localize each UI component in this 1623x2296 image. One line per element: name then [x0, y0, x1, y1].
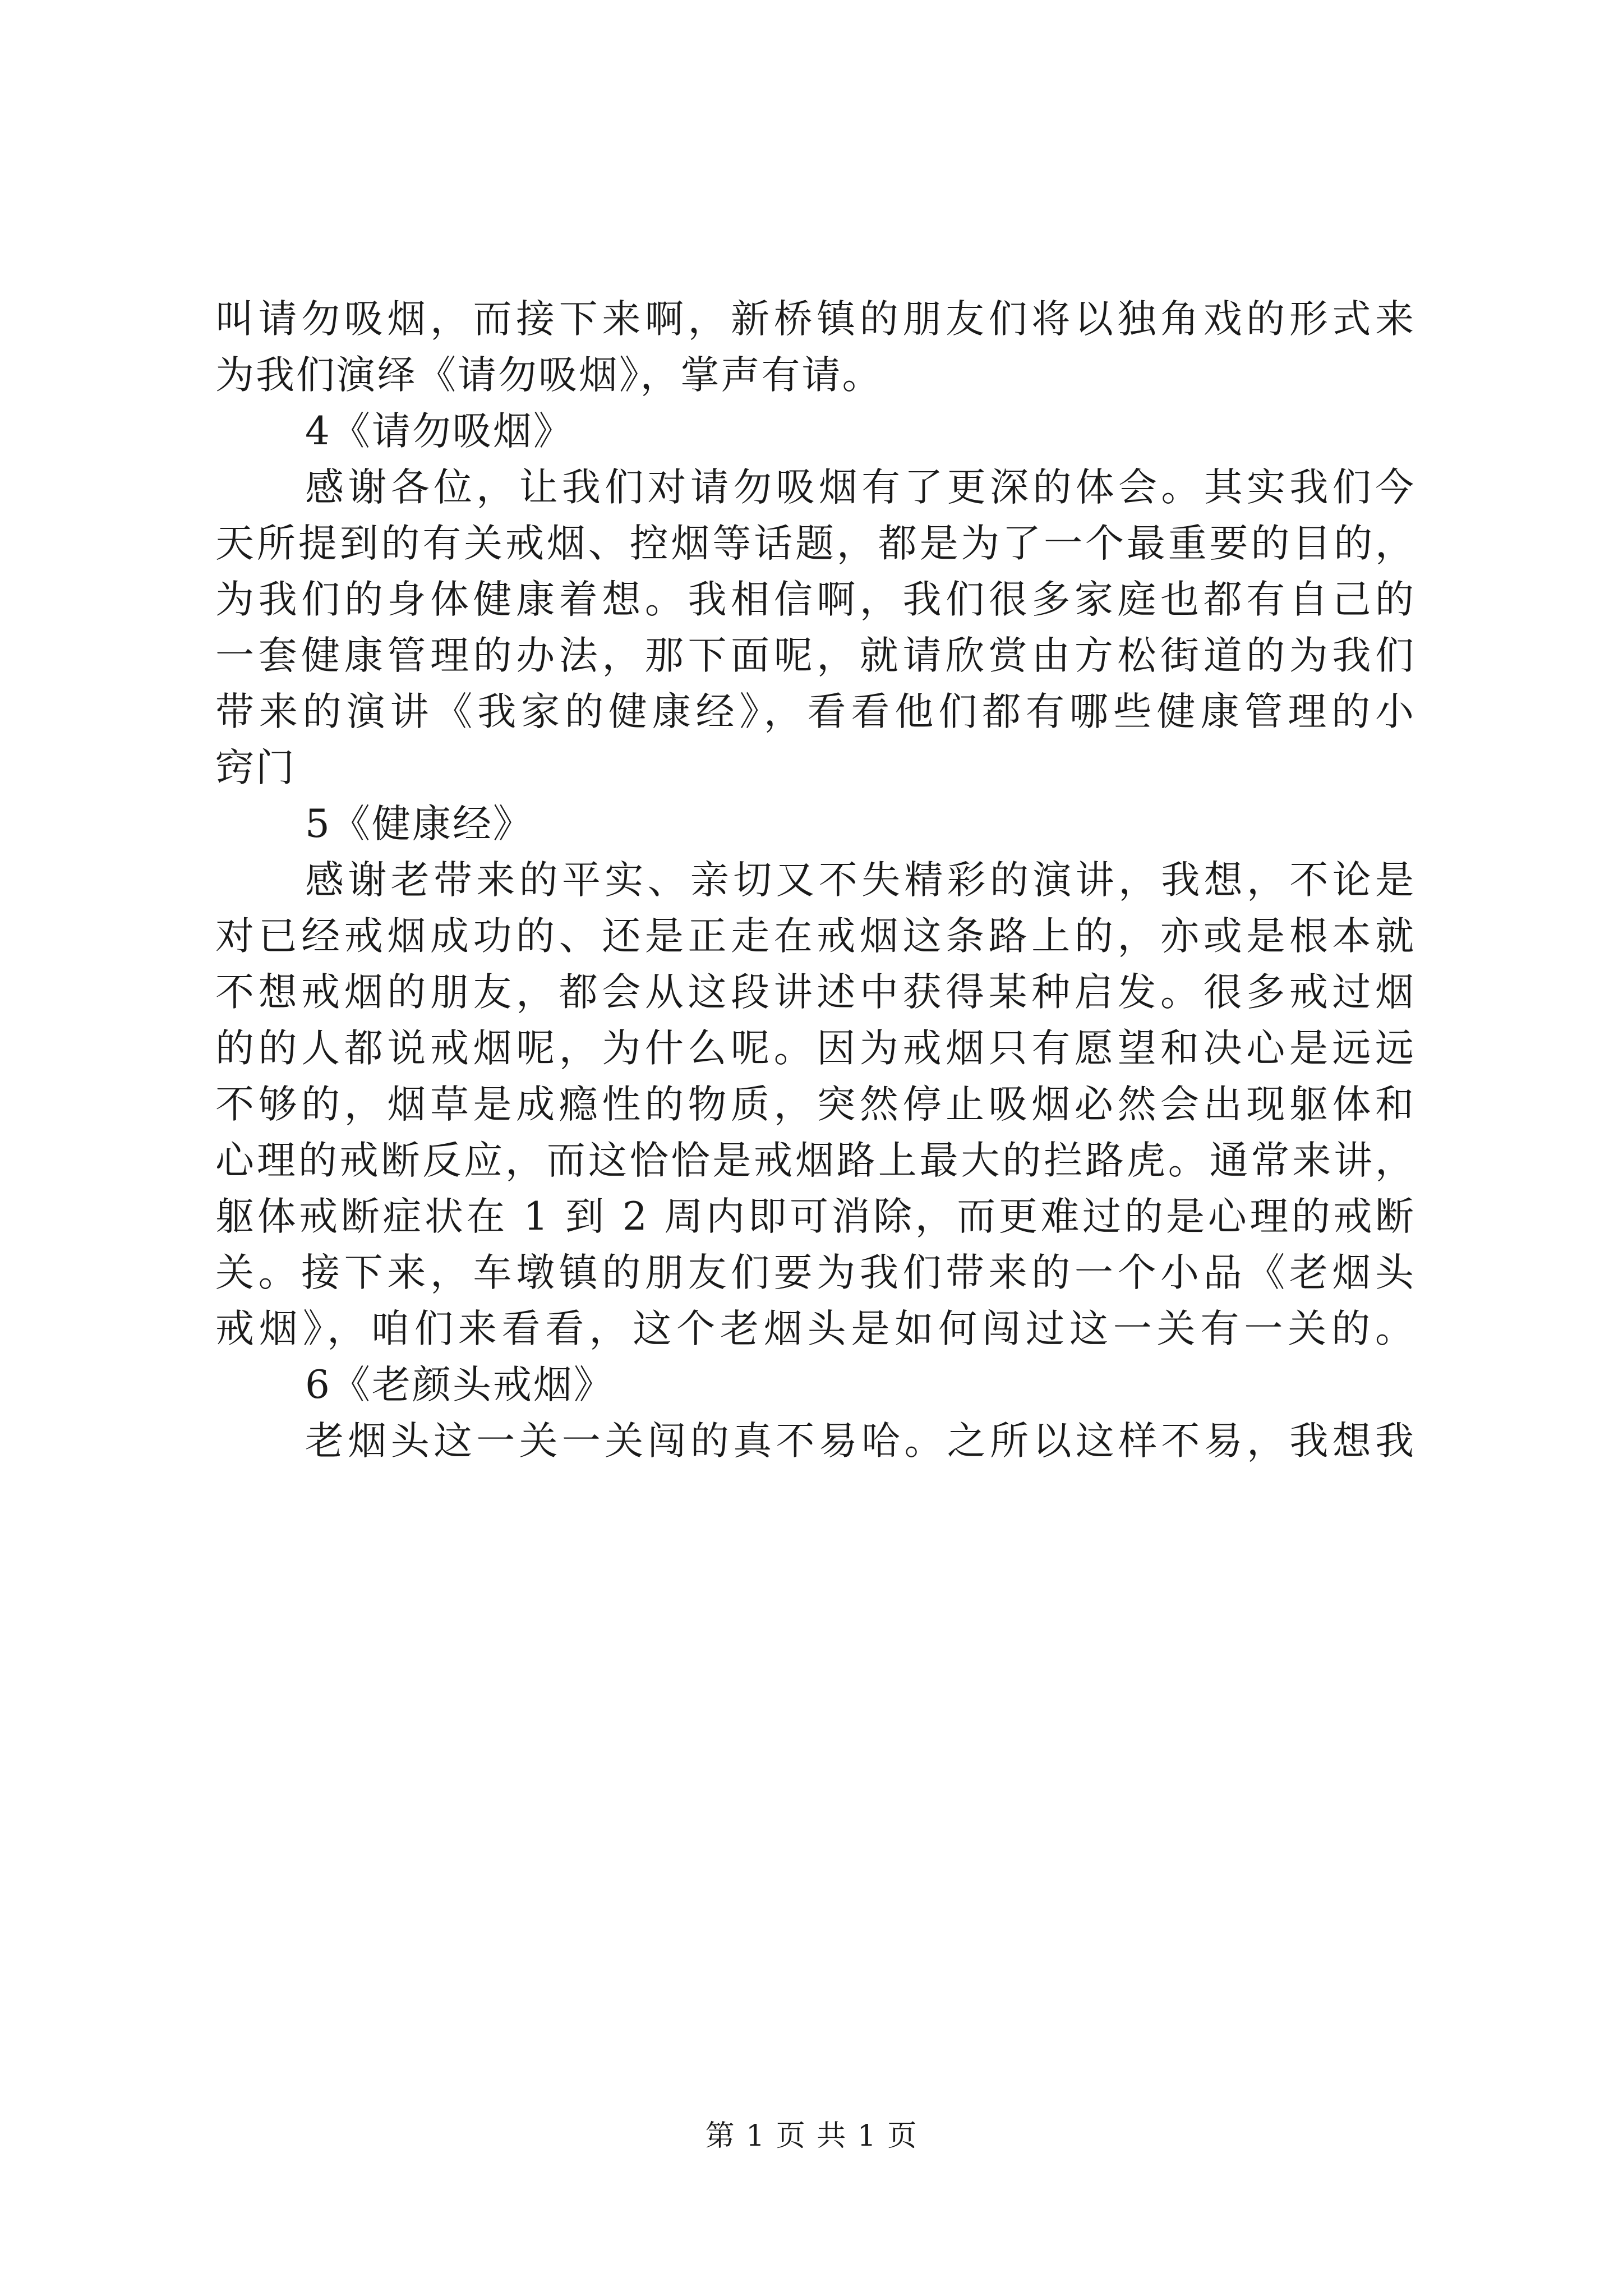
page-footer: 第 1 页 共 1 页 [705, 2119, 918, 2153]
text-line: 为我们的身体健康着想。我相信啊，我们很多家庭也都有自己的 [215, 577, 1415, 622]
text-line: 对已经戒烟成功的、还是正走在戒烟这条路上的，亦或是根本就 [215, 914, 1415, 959]
text-line: 心理的戒断反应，而这恰恰是戒烟路上最大的拦路虎。通常来讲， [215, 1138, 1415, 1183]
text-line: 关。接下来，车墩镇的朋友们要为我们带来的一个小品《老烟头 [215, 1250, 1415, 1295]
section-heading: 5《健康经》 [305, 802, 533, 846]
text-line: 的的人都说戒烟呢，为什么呢。因为戒烟只有愿望和决心是远远 [215, 1026, 1415, 1071]
text-line: 窍门 [215, 746, 296, 790]
text-line: 一套健康管理的办法，那下面呢，就请欣赏由方松街道的为我们 [215, 633, 1415, 678]
document-body [215, 297, 1415, 1478]
text-line: 带来的演讲《我家的健康经》，看看他们都有哪些健康管理的小 [215, 689, 1415, 734]
text-line: 躯体戒断症状在 1 到 2 周内即可消除，而更难过的是心理的戒断 [215, 1194, 1415, 1239]
section-heading: 4《请勿吸烟》 [305, 409, 574, 454]
text-line: 为我们演绎《请勿吸烟》，掌声有请。 [215, 353, 883, 398]
text-line: 老烟头这一关一关闯的真不易哈。之所以这样不易，我想我 [305, 1419, 1415, 1464]
text-line: 不想戒烟的朋友，都会从这段讲述中获得某种启发。很多戒过烟 [215, 970, 1415, 1015]
section-heading: 6《老颜头戒烟》 [305, 1363, 614, 1407]
text-line: 不够的，烟草是成瘾性的物质，突然停止吸烟必然会出现躯体和 [215, 1082, 1415, 1127]
text-line: 感谢各位，让我们对请勿吸烟有了更深的体会。其实我们今 [305, 465, 1415, 510]
text-line: 叫请勿吸烟，而接下来啊，新桥镇的朋友们将以独角戏的形式来 [215, 297, 1415, 342]
text-line: 感谢老带来的平实、亲切又不失精彩的演讲，我想，不论是 [305, 858, 1415, 903]
text-line: 戒烟》，咱们来看看，这个老烟头是如何闯过这一关有一关的。 [215, 1306, 1415, 1351]
text-line: 天所提到的有关戒烟、控烟等话题，都是为了一个最重要的目的， [215, 521, 1415, 566]
